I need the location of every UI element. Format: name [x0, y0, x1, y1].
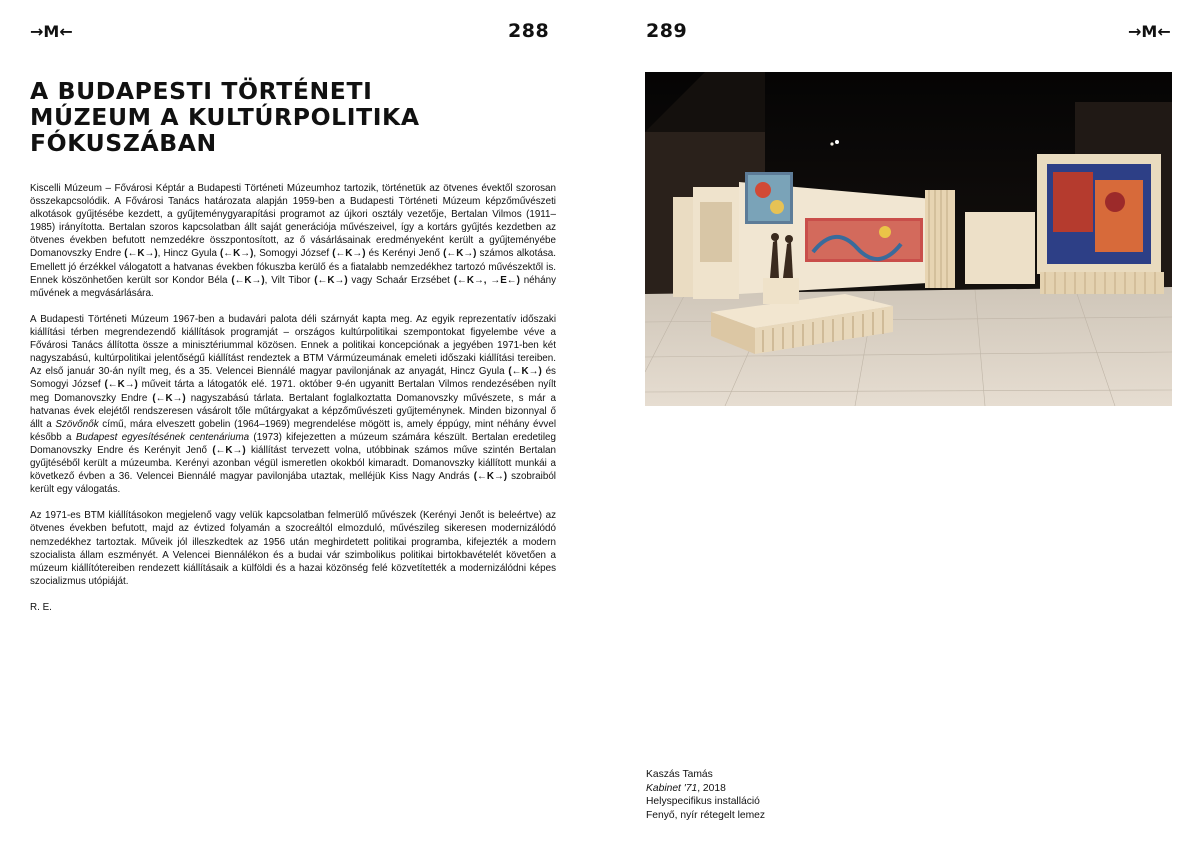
artist-tag: (←K→)	[443, 248, 477, 260]
paragraph-1: Kiscelli Múzeum – Fővárosi Képtár a Budapesti Történeti Múzeumhoz tartozik, történetük az ötvenes évektől szorosan összekapcsolódik. A Fővárosi Tanács határozata alapján 1959-ben a Budapesti Történeti Múzeum képzőművészeti alkotások gyűjtésébe kezdett, a gyűjteménygyarapítási programot az újkori osztály vezetője, Bertalan Vilmos (1911–1985) irányította. Bertalan szoros kapcsolatban állt saját generációja művészeivel, így a kortárs gyűjtés kezdetben az ötvenes években befutott nemzedékre összpontosított, az ő vásárlásainak eredményeként került a gyűjteményébe Domanovszky Endre (←K→), Hincz Gyula (←K→), Somogyi József (←K→) és Kerényi Jenő (←K→) számos alkotása. Emellett jó érzékkel válogatott a hatvanas években fókuszba kerülő és a fiatalabb nemzedékhez tartozó művészektől is. Ennek köszönhetően került sor Kondor Béla (←K→), Vilt Tibor (←K→) vagy Schaár Erzsébet (←K→, →E←) néhány művének a megvásárlására.	[30, 183, 557, 299]
artist-tag: (←K→)	[508, 366, 542, 378]
caption-work-title: Kabinet '71	[646, 782, 698, 794]
title-line-2: MÚZEUM A KULTÚRPOLITIKA	[30, 103, 420, 131]
section-marker: →M←	[1128, 22, 1171, 41]
caption-year: , 2018	[697, 782, 726, 794]
photo-caption	[646, 768, 765, 822]
author-signature: R. E.	[30, 602, 52, 613]
page-title	[30, 78, 550, 156]
caption-artist: Kaszás Tamás	[646, 769, 713, 780]
right-page	[600, 0, 1200, 847]
section-marker: →M←	[30, 22, 73, 41]
artist-tag: (←K→)	[314, 274, 348, 286]
caption-title-line	[646, 782, 765, 796]
artist-tag: (←K→)	[124, 248, 158, 260]
artist-tag: (←K→)	[212, 444, 246, 456]
page-number: 289	[646, 20, 688, 42]
caption-material: Fenyő, nyír rétegelt lemez	[646, 809, 766, 821]
title-line-3: FÓKUSZÁBAN	[30, 129, 217, 157]
artist-tag: (←K→)	[220, 248, 254, 260]
artist-tag: (←K→)	[104, 379, 138, 391]
artist-tag: (←K→)	[231, 274, 265, 286]
caption-type: Helyspecifikus installáció	[646, 796, 760, 807]
title-line-1: A BUDAPESTI TÖRTÉNETI	[30, 77, 373, 105]
installation-photo	[645, 72, 1172, 406]
artist-tag: (←K→, →E←)	[453, 274, 520, 286]
artist-tag: (←K→)	[152, 392, 186, 404]
artist-tag: (←K→)	[332, 248, 366, 260]
page-number: 288	[508, 20, 550, 42]
artist-tag: (←K→)	[473, 471, 508, 483]
artwork-title: Szövőnők	[55, 418, 99, 430]
paragraph-2: A Budapesti Történeti Múzeum 1967-ben a budavári palota déli szárnyát kapta meg. Az egyik reprezentatív időszaki kiállítási térben megrendezendő kiállítások programját – országos kultúrpolitikai szempontokat figyelembe véve a Fővárosi Tanács állította össze a minisztériummal közösen. Ennek a politikai koncepciónak a jegyében 1971-ben két nagyszabású, kultúrpolitikai jelentőségű kiállítást rendeztek a BTM Vármúzeumának emeleti időszaki kiállítási tereiben. Az első január 30-án nyílt meg, és a 35. Velencei Biennálé magyar pavilonjának az anyagát, Hincz Gyula (←K→) és Somogyi József (←K→) műveit tárta a látogatók elé. 1971. október 9-én ugyanitt Bertalan Vilmos rendezésében nyílt meg Domanovszky Endre (←K→) nagyszabású tárlata. Bertalant foglalkoztatta Domanovszky művészete, s már a hatvanas évek elejétől rendszeresen vásárolt tőle műtárgyakat a képzőművészeti gyűjteménynek. Minden bizonnyal ő állt a Szövőnők című, mára elveszett gobelin (1964–1969) megrendelése mögött is, amely éppúgy, mint néhány évvel később a Budapest egyesítésének centenáriuma (1973) kifejezetten a múzeum számára készült. Bertalan eredetileg Domanovszky Endre és Kerényit Jenő (←K→) kiállítást tervezett volna, utóbbinak számos műve szintén Bertalan gyűjtéséből került a múzeumba. Kerényi azonban végül ismeretlen okokból kimaradt. Domanovszky kiállított munkái a következő évben a 36. Velencei Biennálé magyar pavilonjába utaztak, melléjük Kiss Nagy András (←K→) szobraiból került egy válogatás.	[30, 313, 557, 496]
artwork-title: Budapest egyesítésének centenáriuma	[75, 431, 250, 443]
paragraph-3: Az 1971-es BTM kiállításokon megjelenő vagy velük kapcsolatban felmerülő művészek (Kerényi Jenőt is beleértve) az ötvenes években befutott, majd az évtized folyamán a szocreáltól elmozduló, művészileg sikeresen modernizálódó nemzedékhez tartoztak. Műveik jól illeszkedtek az 1956 után meghirdetett politikai programba, kifejezték a modern szocialista állam eszményét. A Velencei Biennálékon és a budai vár szimbolikus politikai birtokbavételét követően a múzeum kiállítótereiben rendezett kiállításaik a külföldi és a hazai közönség felé közvetítették a modernizálódni képes szocializmus utópiáját.	[30, 510, 556, 587]
article-body	[30, 182, 556, 614]
